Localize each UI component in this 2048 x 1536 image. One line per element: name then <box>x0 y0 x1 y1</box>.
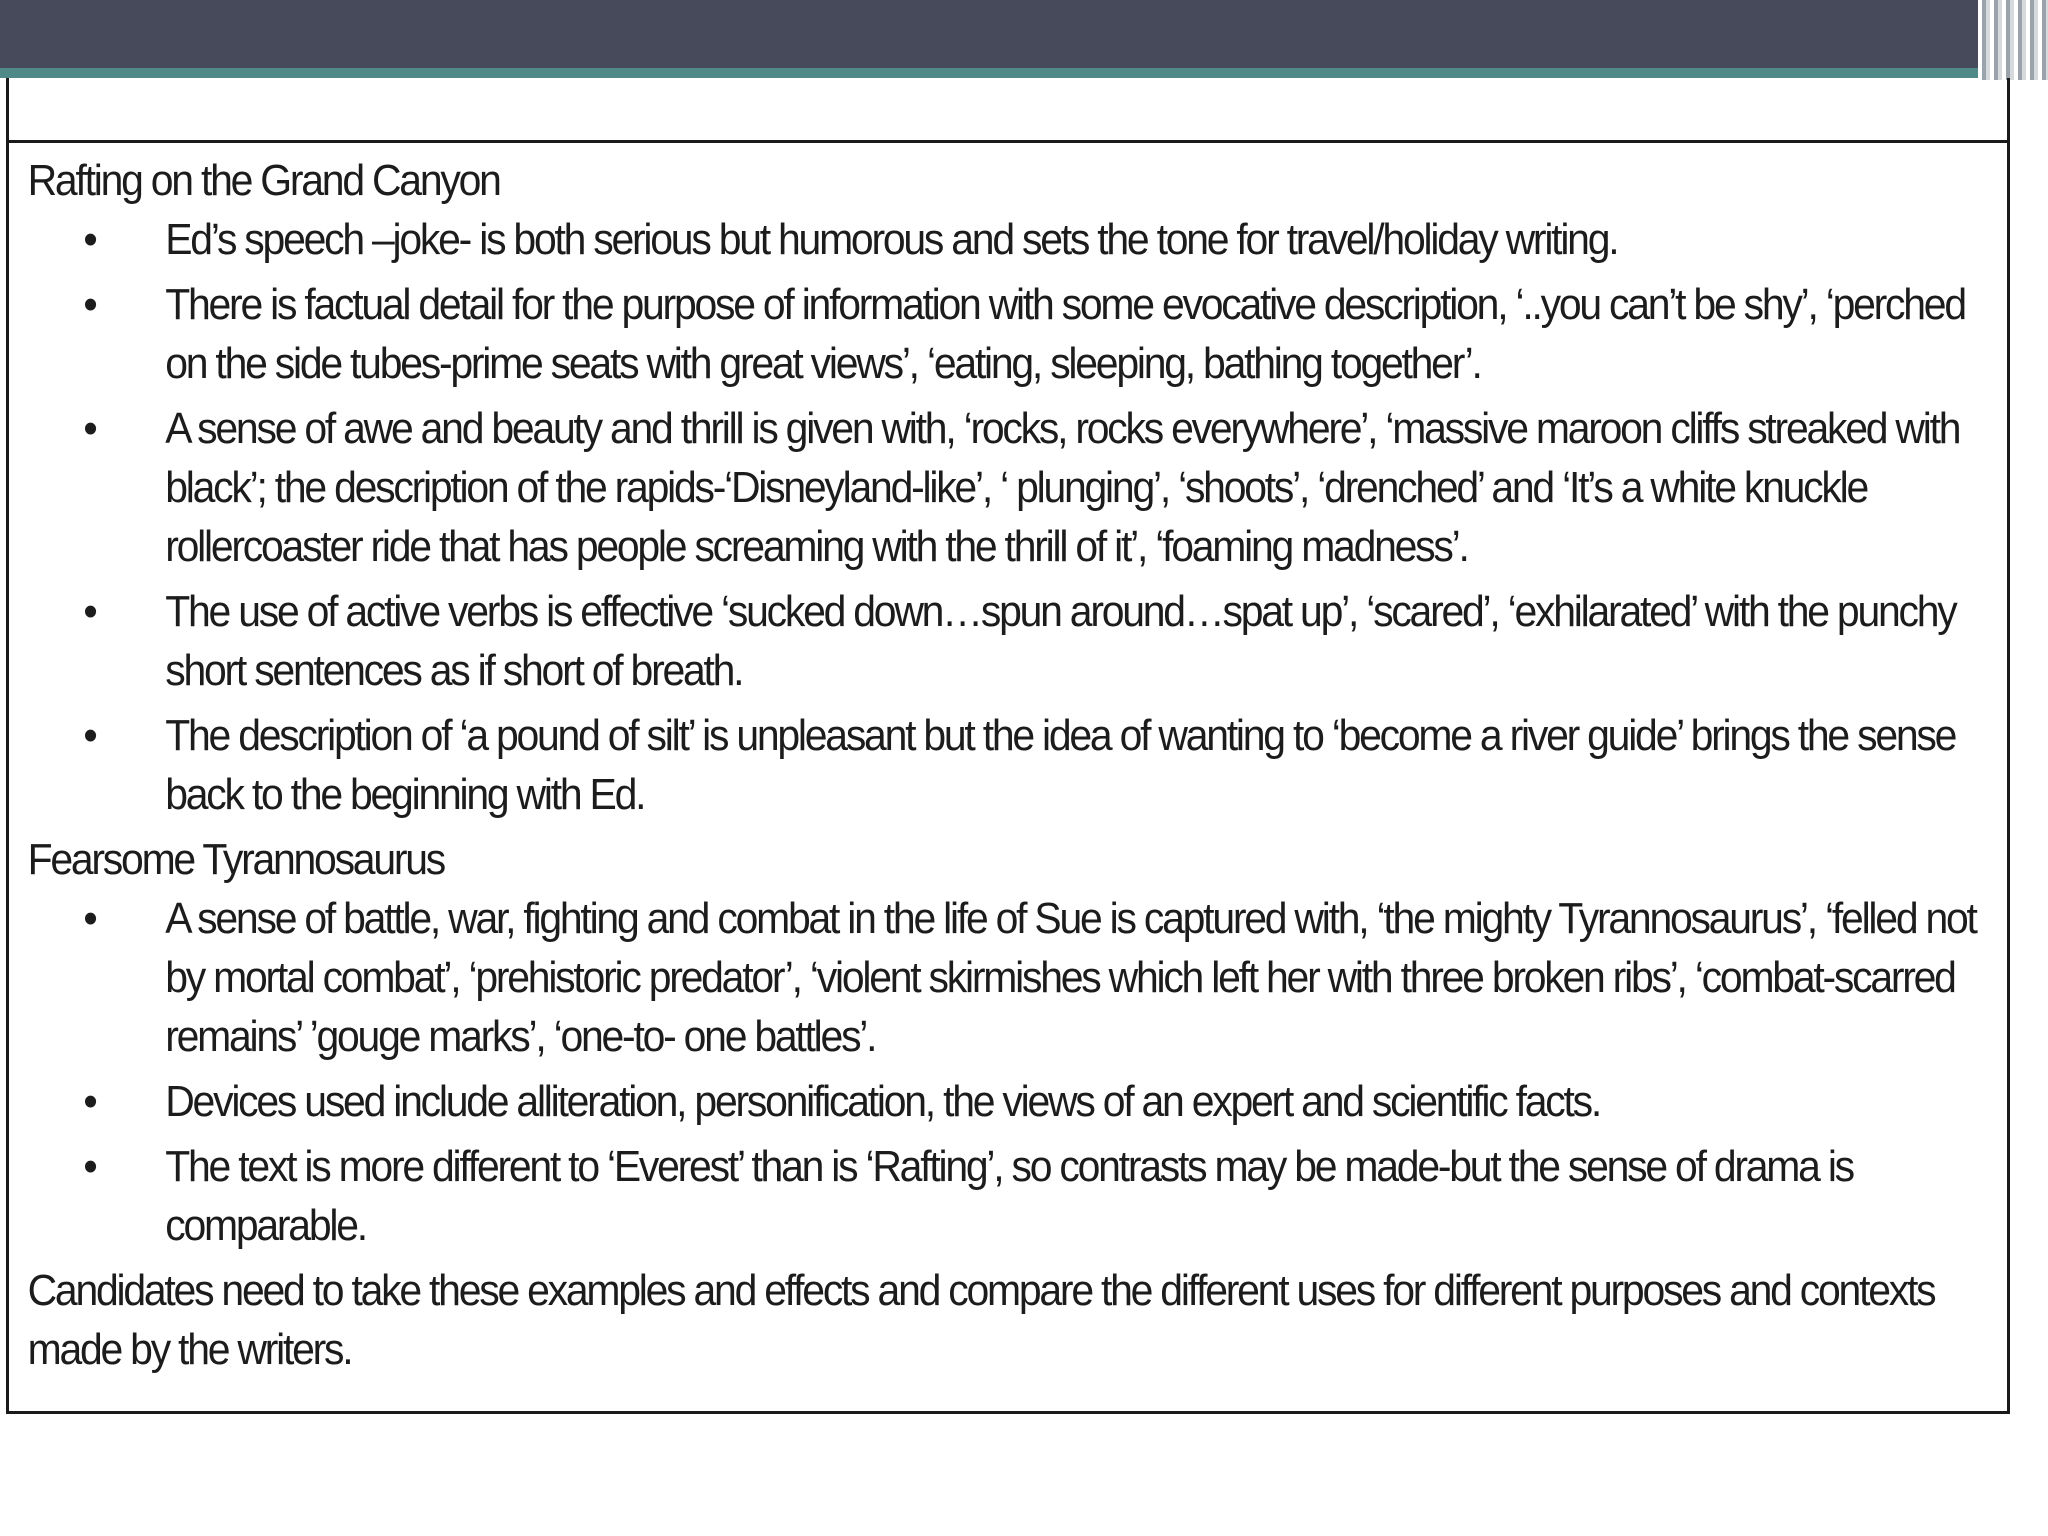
list-item: • The description of ‘a pound of silt’ is unpleasant but the idea of wanting to ‘become a river guide’ brings the sense back to the beginning with Ed. <box>28 706 1981 824</box>
corner-decoration <box>1978 0 2048 80</box>
section-title-rafting: Rafting on the Grand Canyon <box>27 156 500 205</box>
bullet-icon: • <box>83 894 96 943</box>
bullet-icon: • <box>83 280 96 329</box>
bullet-icon: • <box>83 711 96 760</box>
bullet-icon: • <box>83 587 96 636</box>
closing-paragraph: Candidates need to take these examples and effects and compare the different uses for different purposes and contexts made by the writers. <box>27 1266 1935 1374</box>
tyrannosaurus-bullet-list <box>28 889 1981 1255</box>
list-item: • A sense of battle, war, fighting and combat in the life of Sue is captured with, ‘the mighty Tyrannosaurus’, ‘felled not by mortal combat’, ‘prehistoric predator’, ‘violent skirmishes which left her with three broken ribs’, ‘combat-scarred remains’ ’gouge marks’, ‘one-to- one battles’. <box>28 889 1981 1066</box>
bullet-icon: • <box>83 215 96 264</box>
document-content <box>9 143 1999 1379</box>
bullet-icon: • <box>83 404 96 453</box>
bullet-icon: • <box>83 1142 96 1191</box>
top-bar <box>0 0 2048 68</box>
list-item: • Devices used include alliteration, personification, the views of an expert and scientific facts. <box>28 1072 1981 1131</box>
list-item: • There is factual detail for the purpose of information with some evocative description, ‘..you can’t be shy’, ‘perched on the side tubes-prime seats with great views’, ‘eating, sleeping, bathing together’. <box>28 275 1981 393</box>
accent-bar <box>0 68 2048 78</box>
section-title-tyrannosaurus: Fearsome Tyrannosaurus <box>27 835 445 884</box>
document-table <box>6 78 2010 1414</box>
list-item: • Ed’s speech –joke- is both serious but humorous and sets the tone for travel/holiday writing. <box>28 210 1981 269</box>
list-item: • The text is more different to ‘Everest’ than is ‘Rafting’, so contrasts may be made-but the sense of drama is comparable. <box>28 1137 1981 1255</box>
table-header-row <box>9 78 2007 143</box>
list-item: • A sense of awe and beauty and thrill is given with, ‘rocks, rocks everywhere’, ‘massive maroon cliffs streaked with black’; the description of the rapids-‘Disneyland-like’, ‘ plunging’, ‘shoots’, ‘drenched’ and ‘It’s a white knuckle rollercoaster ride that has people screaming with the thrill of it’, ‘foaming madness’. <box>28 399 1981 576</box>
list-item: • The use of active verbs is effective ‘sucked down…spun around…spat up’, ‘scared’, ‘exhilarated’ with the punchy short sentences as if short of breath. <box>28 582 1981 700</box>
rafting-bullet-list <box>28 210 1981 824</box>
bullet-icon: • <box>83 1077 96 1126</box>
